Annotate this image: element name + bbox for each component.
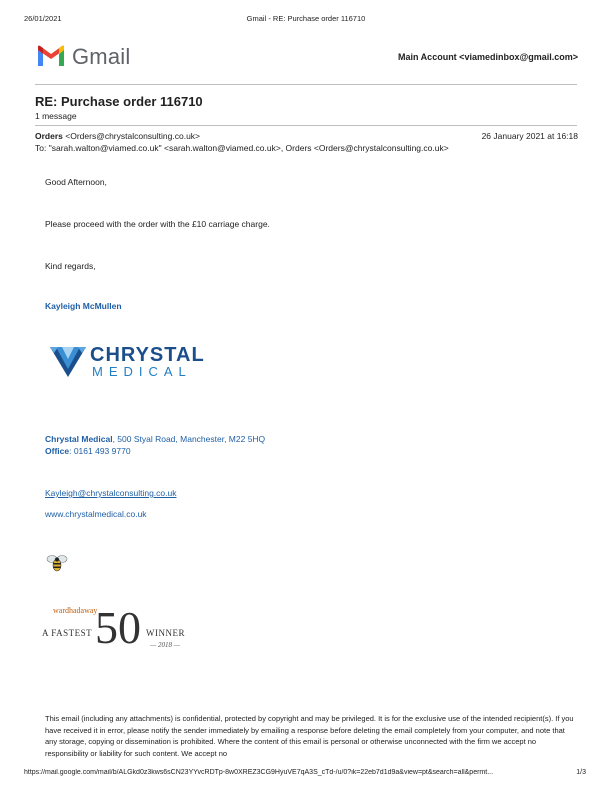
gmail-logo-icon [36, 44, 66, 68]
message-count: 1 message [35, 111, 77, 121]
gmail-wordmark: Gmail [72, 44, 131, 69]
award-brand: wardhadaway [53, 606, 98, 615]
greeting: Good Afternoon, [45, 177, 107, 187]
company-address [45, 434, 265, 444]
from-line [35, 131, 200, 141]
print-date: 26/01/2021 [24, 14, 62, 23]
body-line: Please proceed with the order with the £10 carriage charge. [45, 219, 270, 229]
sender-name: Orders [35, 131, 63, 141]
page-number: 1/3 [576, 769, 586, 776]
phone-number: : 0161 493 9770 [69, 446, 131, 456]
to-line: To: "sarah.walton@viamed.co.uk" <sarah.walton@viamed.co.uk>, Orders <Orders@chrystalconsulting.co.uk> [35, 143, 449, 153]
office-phone [45, 446, 131, 456]
award-year: — 2018 — [150, 641, 180, 649]
email-link[interactable]: Kayleigh@chrystalconsulting.co.uk [45, 488, 177, 498]
print-title: Gmail - RE: Purchase order 116710 [246, 14, 366, 23]
email-subject: RE: Purchase order 116710 [35, 94, 203, 109]
diamond-logo-icon [48, 343, 88, 379]
closing: Kind regards, [45, 261, 96, 271]
logo-wordmark-bottom: MEDICAL [92, 364, 192, 379]
disclaimer-text: This email (including any attachments) is confidential, protected by copyright and may be privileged. It is for the exclusive use of the intended recipient(s). If you have received it in error, please notify the sender immediately by emailing a response before deleting the email completely from your computer, and note that any storage, copying or dissemination is prohibited. Where the content of this email is personal or otherwise unconnected with the firm we accept no responsibility or liability for such content. We accept no [45, 714, 574, 758]
sender-email: <Orders@chrystalconsulting.co.uk> [65, 131, 201, 141]
office-label: Office [45, 446, 70, 456]
company-name: Chrystal Medical [45, 434, 113, 444]
message-date: 26 January 2021 at 16:18 [481, 131, 578, 141]
bee-icon [46, 554, 68, 572]
divider [35, 84, 577, 85]
logo-wordmark-top: CHRYSTAL [90, 344, 205, 366]
award-winner-text: WINNER [146, 628, 185, 638]
award-number: 50 [95, 602, 141, 653]
website-link[interactable]: www.chrystalmedical.co.uk [45, 509, 147, 519]
signature-name: Kayleigh McMullen [45, 301, 122, 311]
award-fastest-text: A FASTEST [42, 628, 93, 638]
address-text: , 500 Styal Road, Manchester, M22 5HQ [112, 434, 266, 444]
divider [35, 125, 577, 126]
print-url: https://mail.google.com/mail/b/ALGkd0z3kws6sCN23YYvcRDTp-8w0XREZ3CG9HyuVE7qA3S_cTd-/u/0?ik=22eb7d1d9a&view=pt&search=all&permt... [24, 769, 494, 776]
account-label: Main Account <viamedinbox@gmail.com> [398, 52, 578, 62]
